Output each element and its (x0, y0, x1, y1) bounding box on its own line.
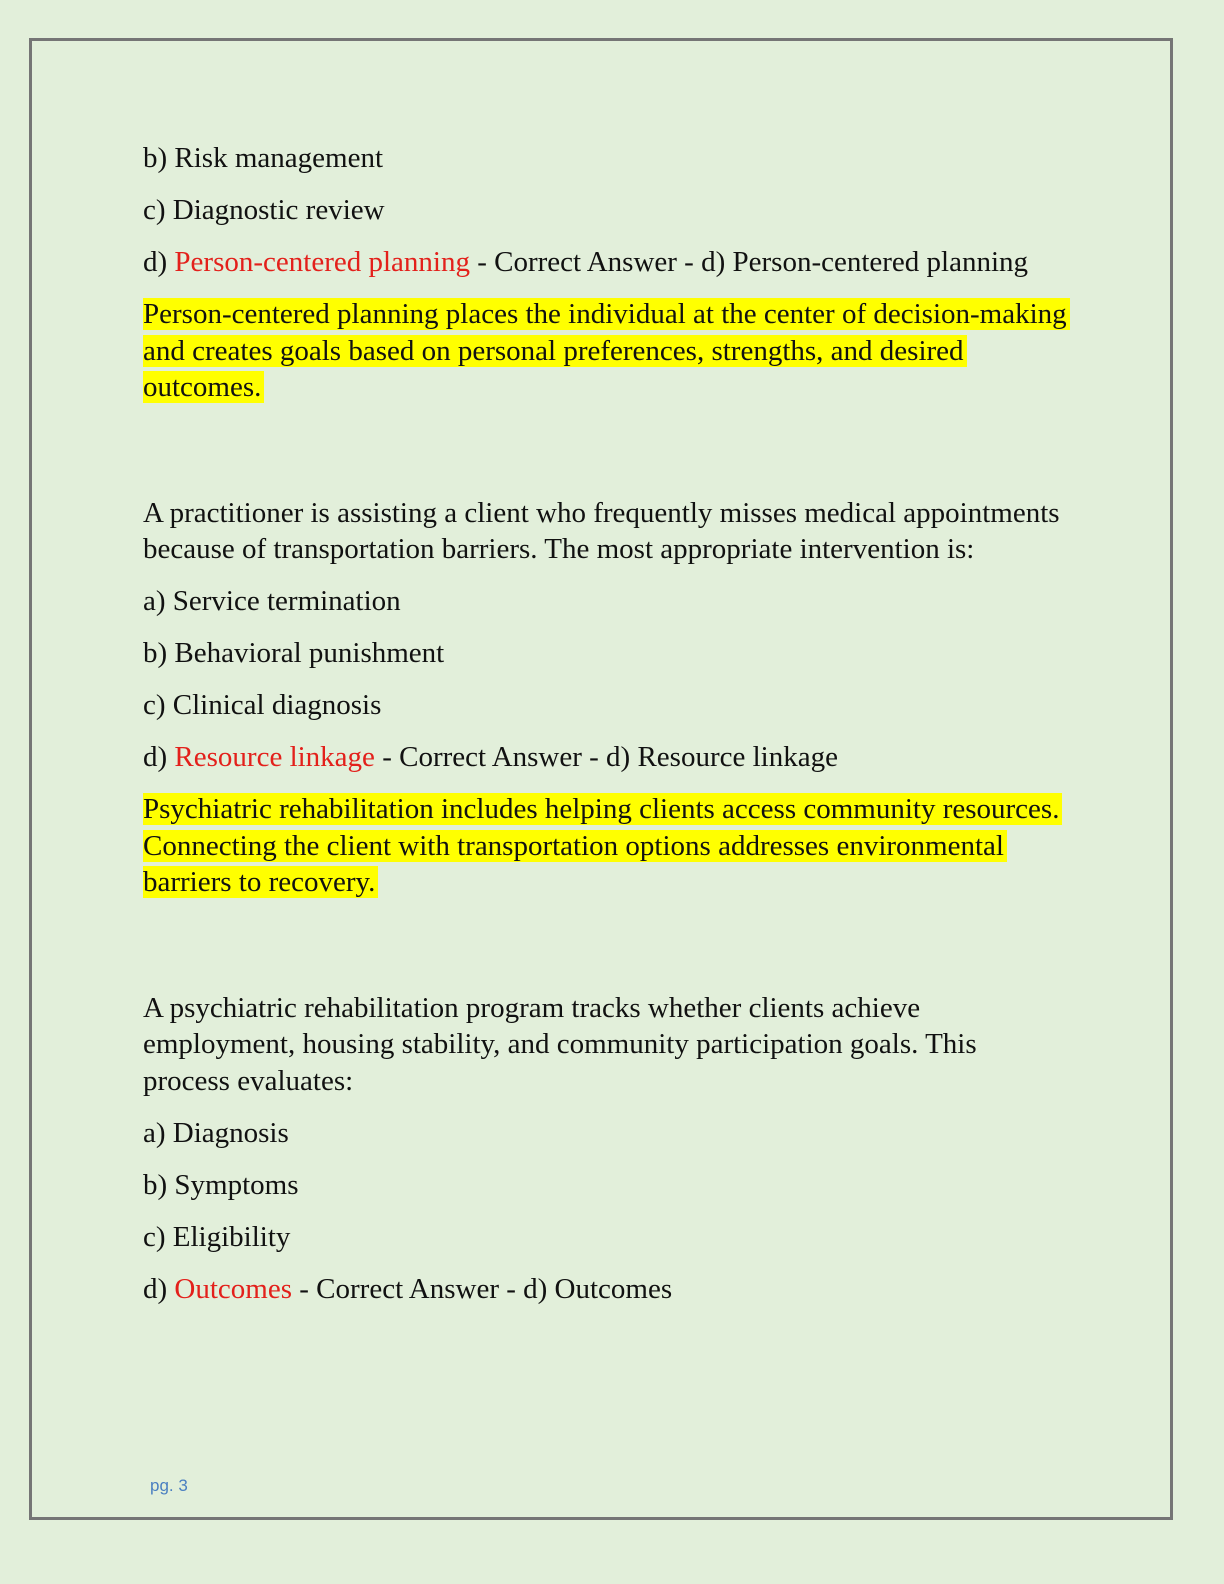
q2-option-d (143, 739, 1068, 776)
q1-option-d-prefix: d) (143, 246, 175, 278)
q1-option-b: b) Risk management (143, 142, 384, 174)
q1-explanation-text: Person-centered planning places the individual at the center of decision-making and creates goals based on personal preferences, strengths, and desired outcomes. (143, 298, 1070, 403)
q3-correct-answer-highlight: Outcomes (174, 1272, 293, 1305)
q1-option-c: c) Diagnostic review (143, 194, 385, 226)
q2-option-d-suffix: - Correct Answer - d) Resource linkage (374, 741, 838, 773)
page-number: pg. 3 (150, 1476, 188, 1495)
q3-option-d-prefix: d) (143, 1272, 175, 1305)
q3-option-d (143, 1271, 1068, 1308)
section-spacer (143, 901, 1068, 990)
section-spacer (143, 406, 1068, 495)
q2-option-b: b) Behavioral punishment (143, 637, 445, 669)
q2-stem: A practitioner is assisting a client who frequently misses medical appointments because of transportation barriers. The most appropriate intervention is: (143, 496, 1060, 565)
q2-correct-answer-highlight: Resource linkage (174, 741, 375, 773)
q2-option-d-prefix: d) (143, 741, 175, 773)
q2-option-a: a) Service termination (143, 585, 401, 617)
q2-explanation (143, 791, 1068, 901)
q3-option-c: c) Eligibility (143, 1220, 291, 1253)
q3-option-b: b) Symptoms (143, 1168, 299, 1201)
q1-correct-answer-highlight: Person-centered planning (174, 246, 470, 278)
q1-option-d-suffix: - Correct Answer - d) Person-centered planning (469, 246, 1029, 278)
q3-option-d-suffix: - Correct Answer - d) Outcomes (292, 1272, 673, 1305)
q3-option-a: a) Diagnosis (143, 1116, 289, 1149)
q1-explanation (143, 296, 1068, 406)
q2-explanation-text: Psychiatric rehabilitation includes helping clients access community resources. Connecting the client with transportation options addresses environmental barriers to recovery. (143, 793, 1062, 898)
q1-option-d (143, 244, 1068, 281)
q2-option-c: c) Clinical diagnosis (143, 689, 382, 721)
document-body (143, 140, 1068, 1323)
q3-stem: A psychiatric rehabilitation program tracks whether clients achieve employment, housing stability, and community participation goals. This process evaluates: (143, 991, 977, 1097)
